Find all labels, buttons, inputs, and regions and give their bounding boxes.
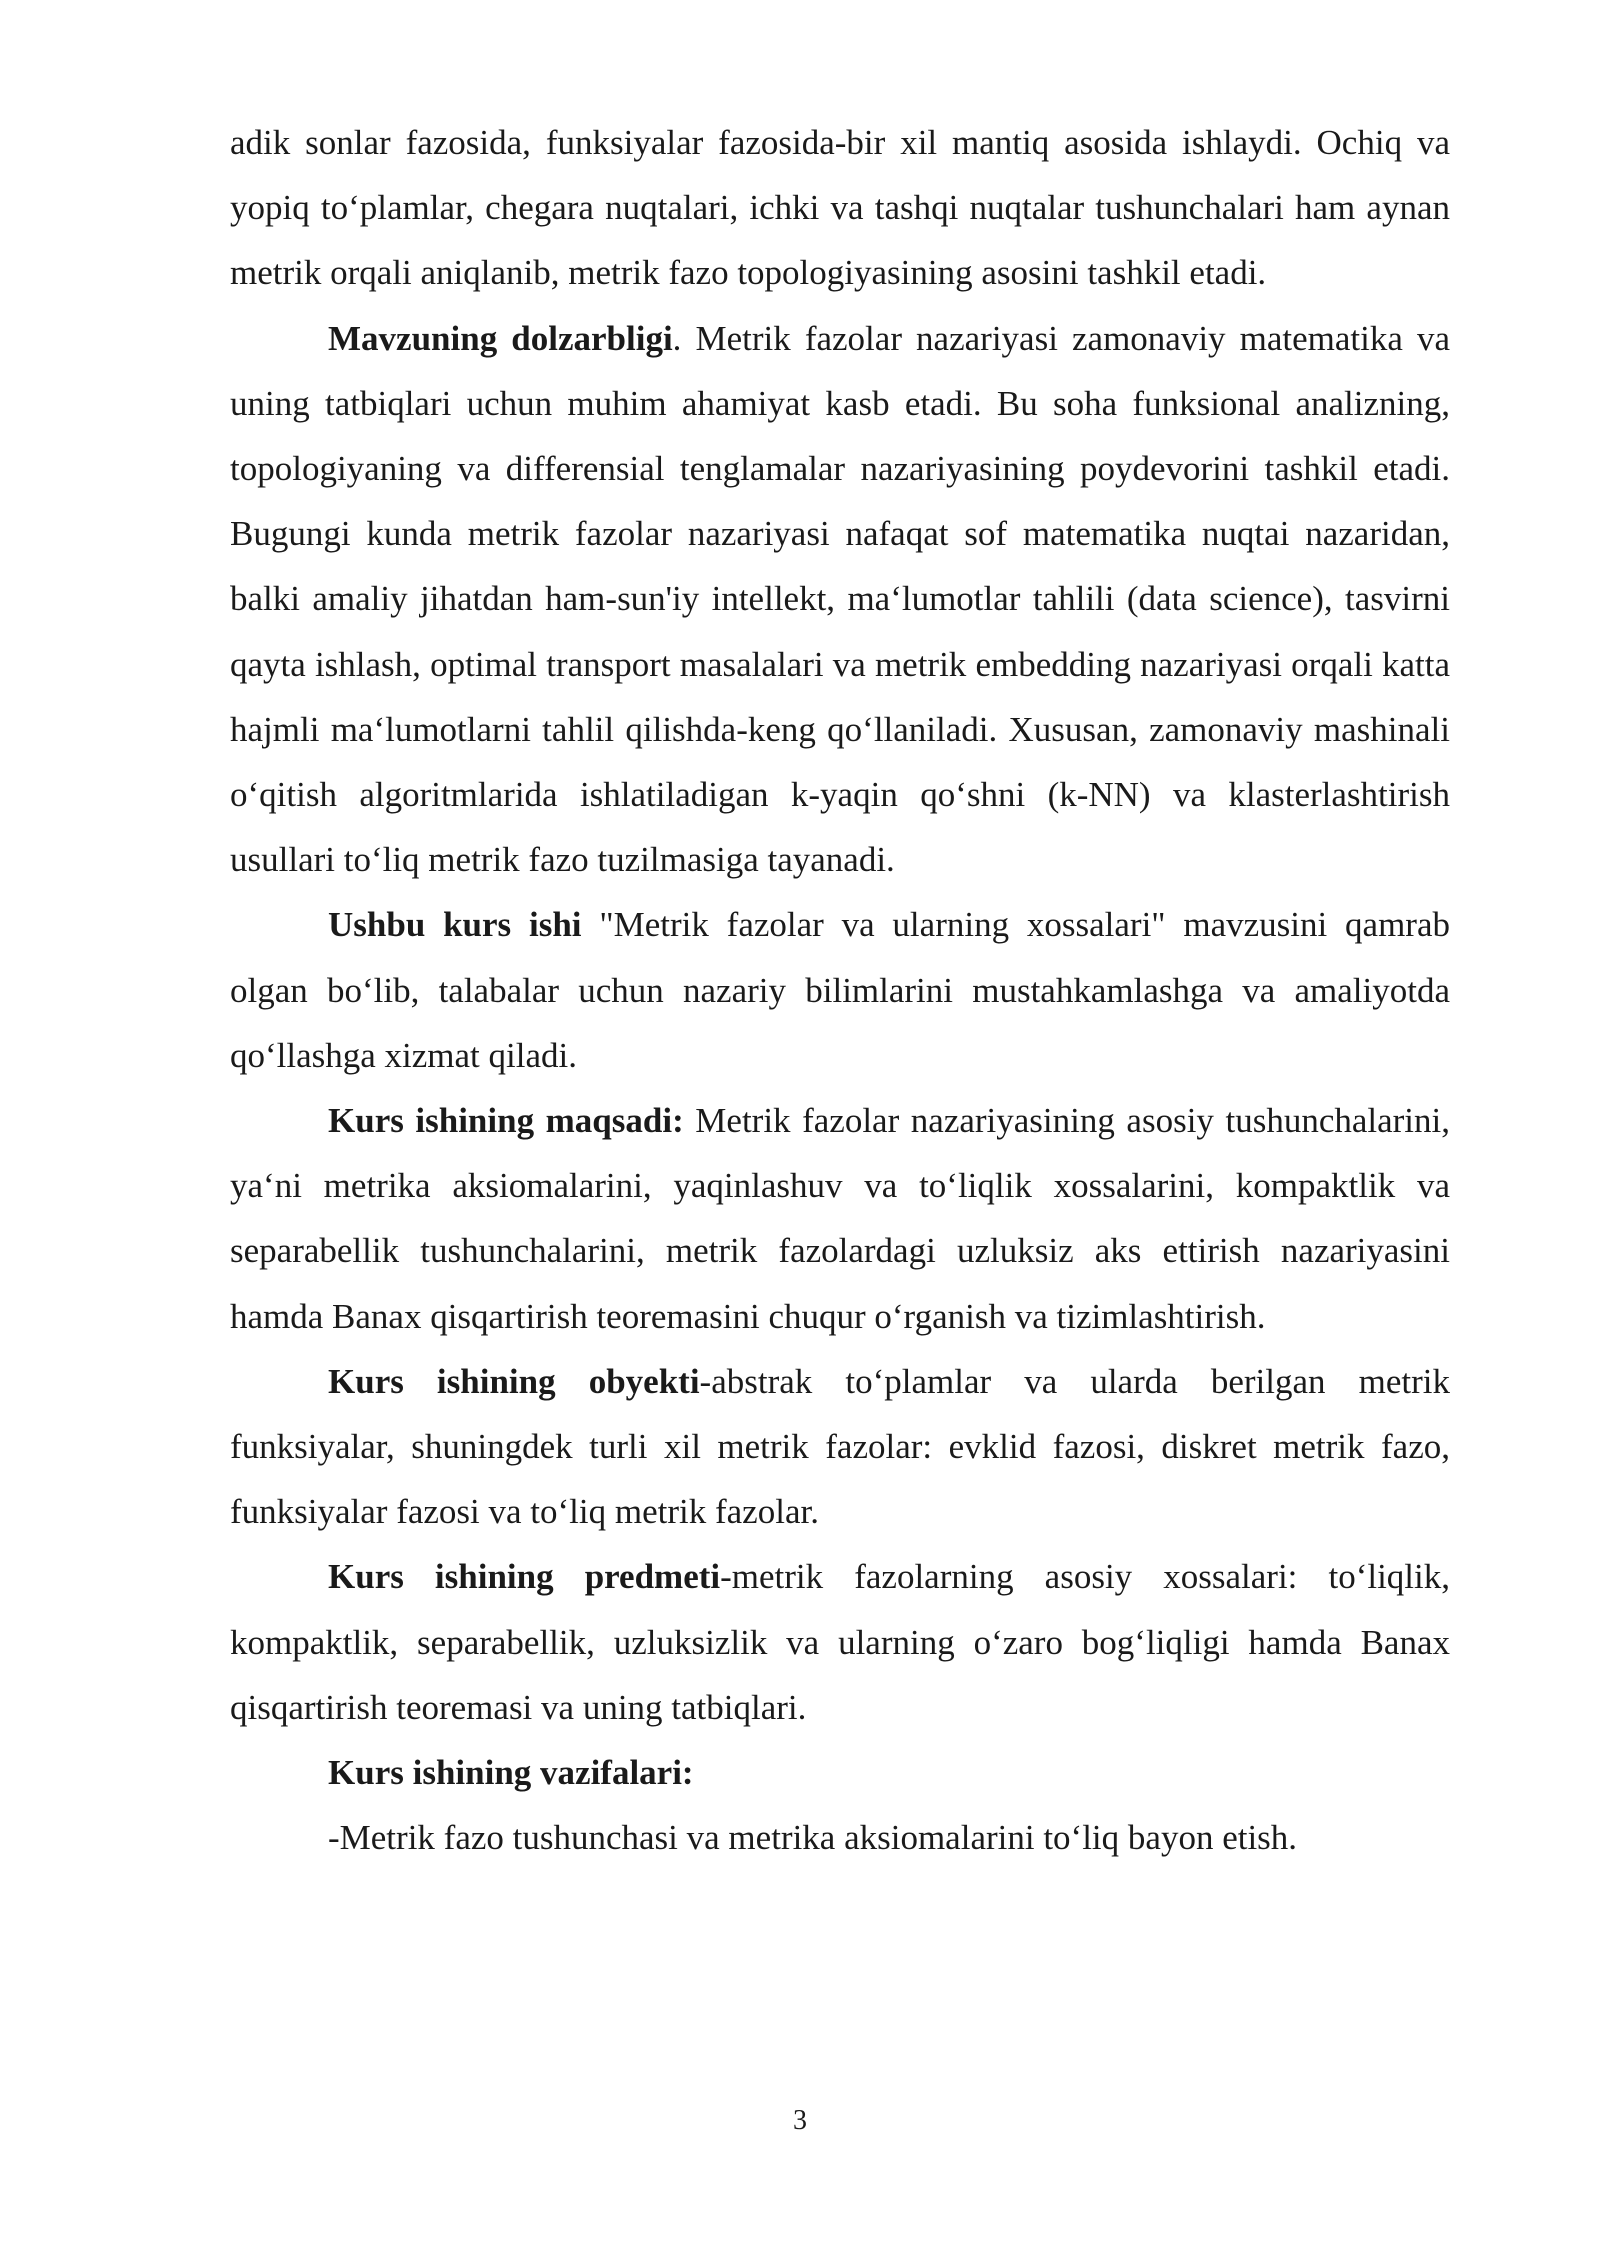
paragraph-heading: Kurs ishining maqsadi: [328, 1101, 684, 1141]
page-number: 3 [793, 2105, 807, 2136]
paragraph-heading: Kurs ishining predmeti [328, 1557, 721, 1597]
paragraph-text: . Metrik fazolar nazariyasi zamonaviy matematika va uning tatbiqlari uchun muhim ahamiyat kasb etadi. Bu soha funksional analizning, topologiyaning va differensial tenglamalar nazariyasining poydevorini tashkil etadi. Bugungi kunda metrik fazolar nazariyasi nafaqat sof matematika nuqtai nazaridan, balki amaliy jihatdan ham-sun'iy intellekt, ma‘lumotlar tahlili (data science), tasvirni qayta ishlash, optimal transport masalalari va metrik embedding nazariyasi orqali katta hajmli ma‘lumotlarni tahlil qilishda-keng qo‘llaniladi. Xususan, zamonaviy mashinali o‘qitish algoritmlarida ishlatiladigan k-yaqin qo‘shni (k-NN) va klasterlashtirish usullari to‘liq metrik fazo tuzilmasiga tayanadi. [230, 318, 1450, 880]
paragraph-heading: Ushbu kurs ishi [328, 905, 582, 945]
paragraph-text: Metrik fazolar nazariyasining asosiy tushunchalarini, ya‘ni metrika aksiomalarini, yaqinlashuv va to‘liqlik xossalarini, kompaktlik va separabellik tushunchalarini, metrik fazolardagi uzluksiz aks ettirish nazariyasini hamda Banax qisqartirish teoremasini chuqur o‘rganish va tizimlashtirish. [230, 1101, 1451, 1336]
paragraph-tasks-heading [230, 1740, 1450, 1805]
paragraph-task-item [230, 1805, 1450, 1870]
paragraph-continuation [230, 110, 1450, 306]
paragraph-heading: Mavzuning dolzarbligi [328, 318, 673, 358]
paragraph-heading: Kurs ishining vazifalari: [328, 1753, 694, 1793]
paragraph-heading: Kurs ishining obyekti [328, 1361, 700, 1401]
paragraph-text: -abstrak to‘plamlar va ularda berilgan metrik funksiyalar, shuningdek turli xil metrik fazolar: evklid fazosi, diskret metrik fazo, funksiyalar fazosi va to‘liq metrik fazolar. [230, 1361, 1450, 1532]
document-page [230, 110, 1450, 1870]
paragraph-text: -Metrik fazo tushunchasi va metrika aksiomalarini to‘liq bayon etish. [328, 1818, 1298, 1858]
paragraph-text: -metrik fazolarning asosiy xossalari: to‘liqlik, kompaktlik, separabellik, uzluksizlik va ularning o‘zaro bog‘liqligi hamda Banax qisqartirish teoremasi va uning tatbiqlari. [230, 1557, 1450, 1727]
paragraph-relevance [230, 306, 1450, 893]
paragraph-text: "Metrik fazolar va ularning xossalari" mavzusini qamrab olgan bo‘lib, talabalar uchun nazariy bilimlarini mustahkamlashga va amaliyotda qo‘llashga xizmat qiladi. [230, 905, 1450, 1075]
paragraph-course-work [230, 892, 1450, 1088]
paragraph-text: adik sonlar fazosida, funksiyalar fazosida-bir xil mantiq asosida ishlaydi. Ochiq va yopiq to‘plamlar, chegara nuqtalari, ichki va tashqi nuqtalar tushunchalari ham aynan metrik orqali aniqlanib, metrik fazo topologiyasining asosini tashkil etadi. [230, 123, 1450, 293]
paragraph-subject [230, 1544, 1450, 1740]
paragraph-object [230, 1349, 1450, 1545]
paragraph-goal [230, 1088, 1450, 1349]
